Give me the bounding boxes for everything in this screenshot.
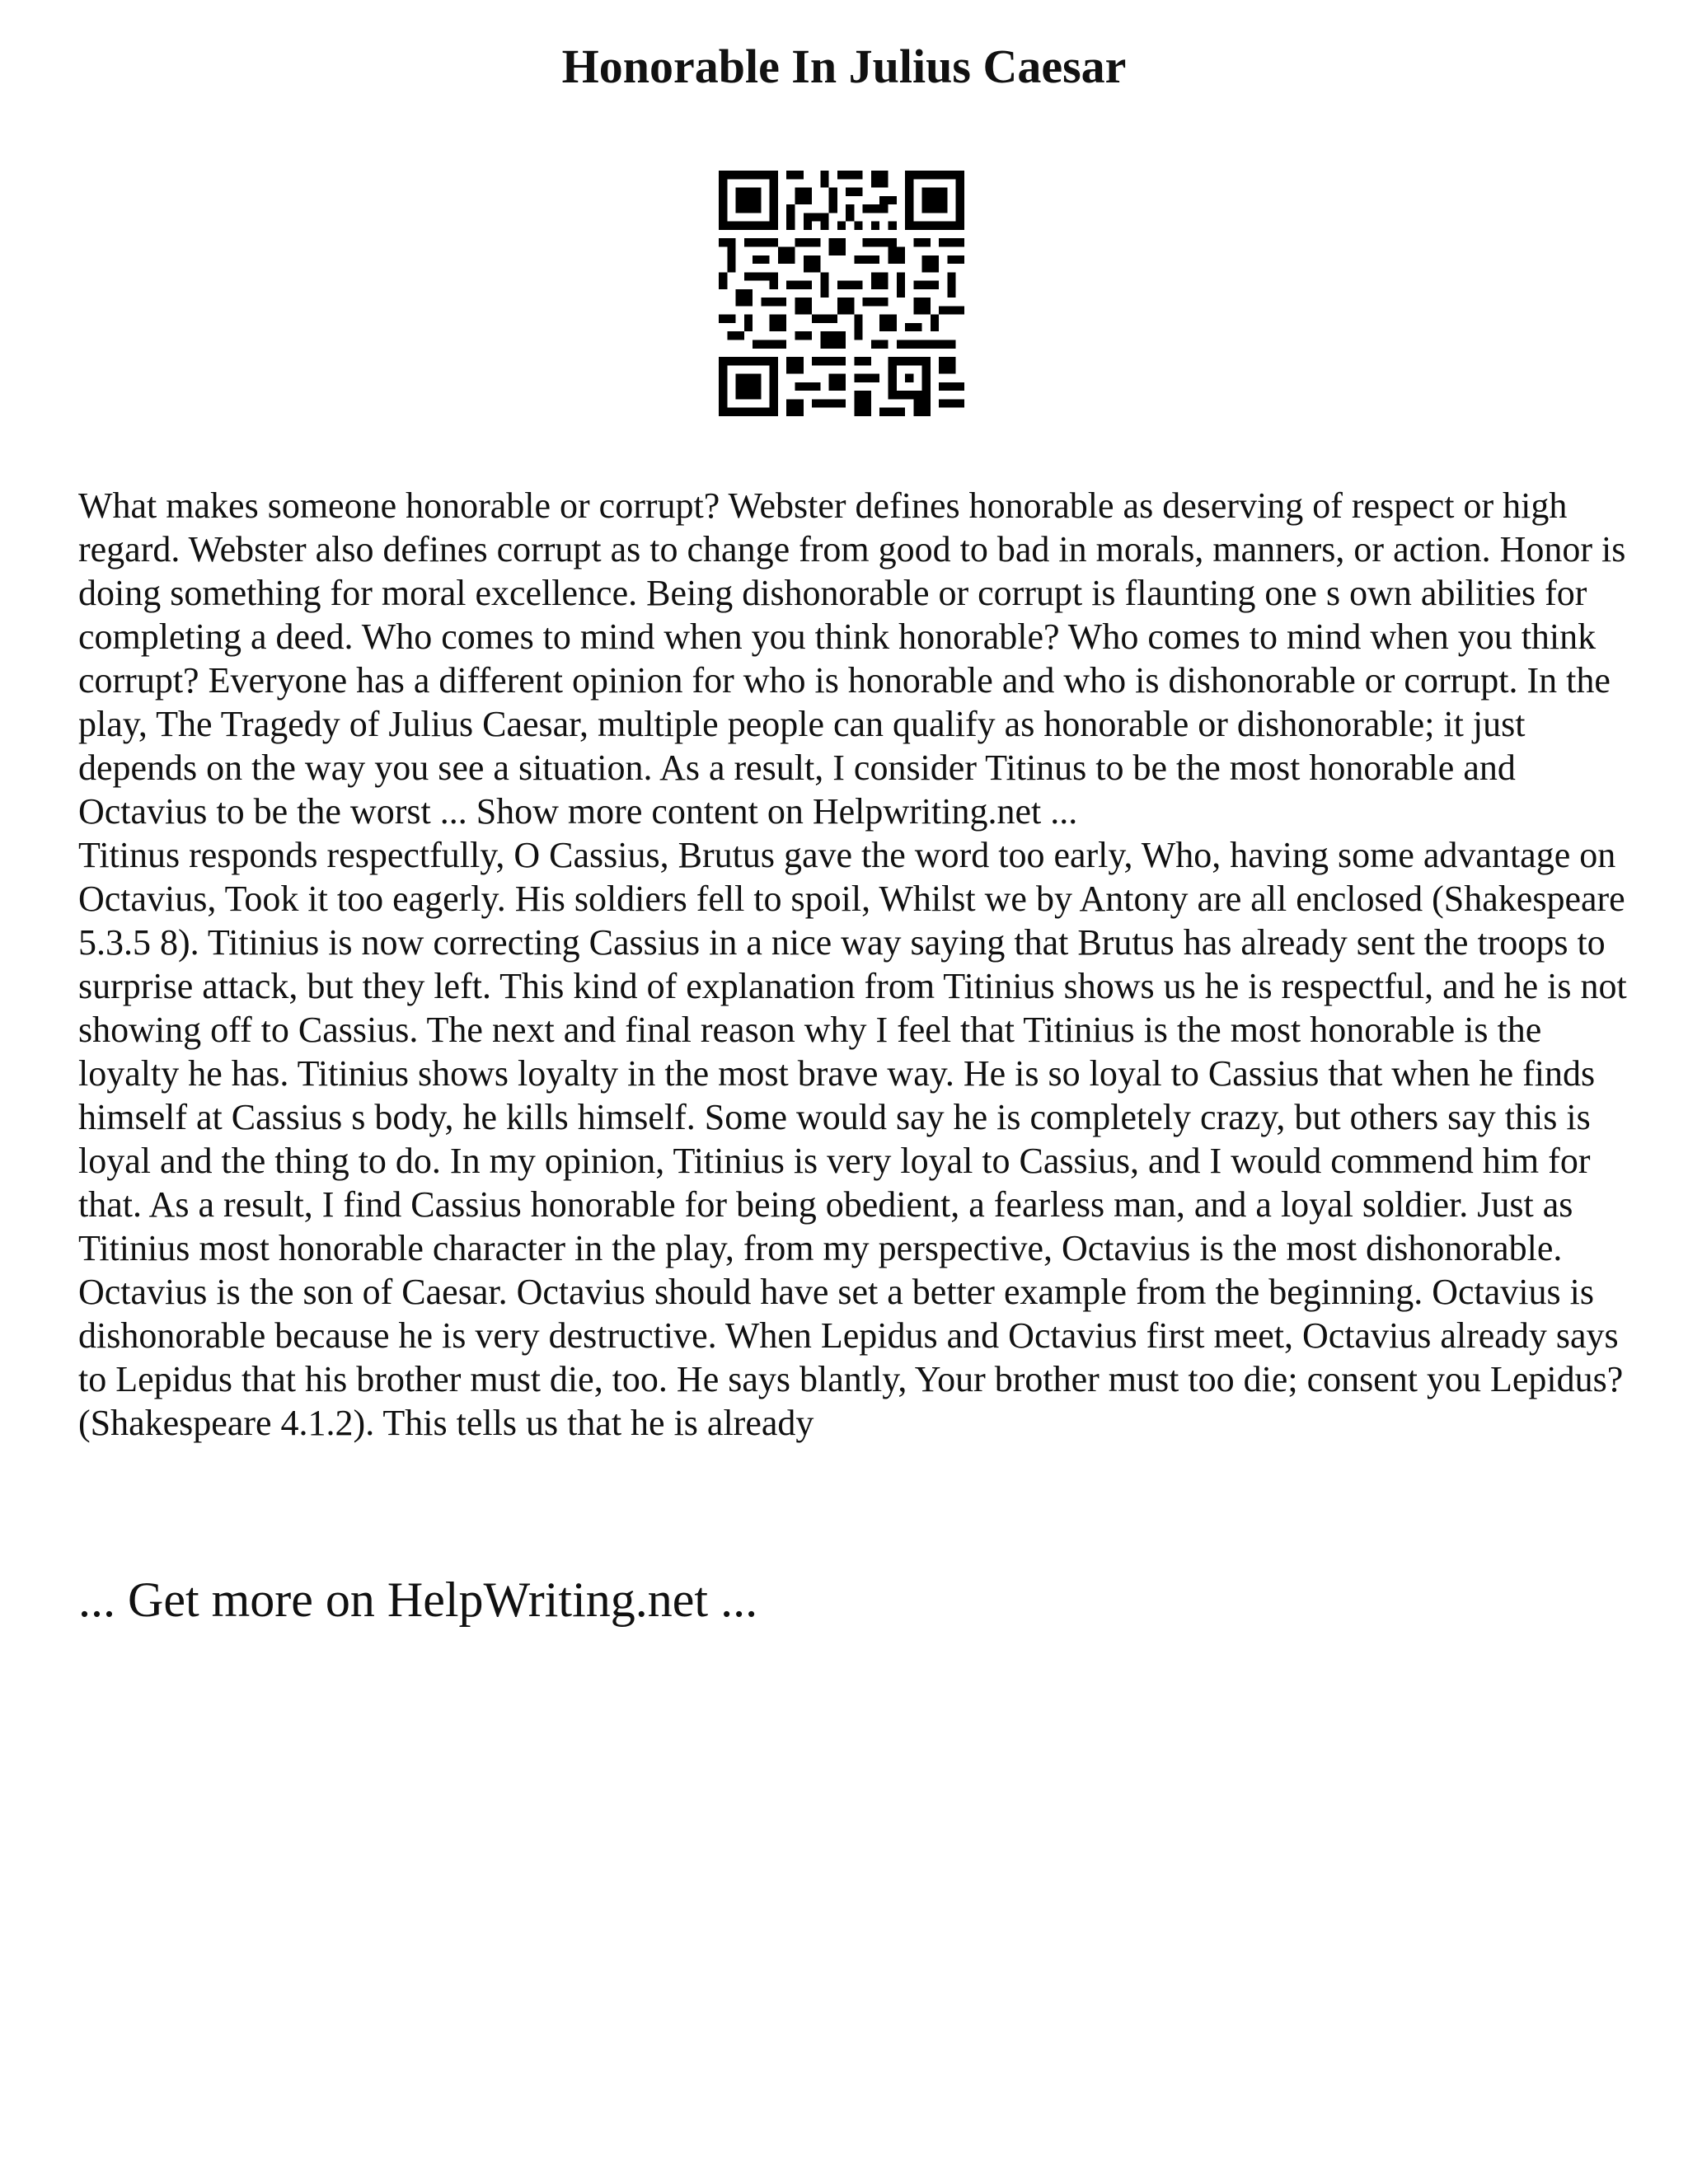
get-more-link[interactable]: ... Get more on HelpWriting.net ...: [78, 1572, 758, 1627]
qr-code-icon: [719, 171, 964, 416]
paragraph-main: Titinus responds respectfully, O Cassius, Brutus gave the word too early, Who, having some advantage on Octavius, Took it too eagerly. His soldiers fell to spoil, Whilst we by Antony are all enclosed (Shakespeare 5.3.5 8). Titinius is now correcting Cassius in a nice way saying that Brutus has already sent the troops to surprise attack, but they left. This kind of explanation from Titinius shows us he is respectful, and he is not showing off to Cassius. The next and final reason why I feel that Titinius is the most honorable is the loyalty he has. Titinius shows loyalty in the most brave way. He is so loyal to Cassius that when he finds himself at Cassius s body, he kills himself. Some would say he is completely crazy, but others say this is loyal and the thing to do. In my opinion, Titinius is very loyal to Cassius, and I would commend him for that. As a result, I find Cassius honorable for being obedient, a fearless man, and a loyal soldier. Just as Titinius most honorable character in the play, from my perspective, Octavius is the most dishonorable. Octavius is the son of Caesar. Octavius should have set a better example from the beginning. Octavius is dishonorable because he is very destructive. When Lepidus and Octavius first meet, Octavius already says to Lepidus that his brother must die, too. He says blantly, Your brother must too die; consent you Lepidus? (Shakespeare 4.1.2). This tells us that he is already: [78, 835, 1627, 1443]
page-title: Honorable In Julius Caesar: [561, 40, 1127, 93]
paragraph-intro: What makes someone honorable or corrupt? Webster defines honorable as deserving of respect or high regard. Webster also defines corrupt as to change from good to bad in morals, manners, or action. Honor is doing something for moral excellence. Being dishonorable or corrupt is flaunting one s own abilities for completing a deed. Who comes to mind when you think honorable? Who comes to mind when you think corrupt? Everyone has a different opinion for who is honorable and who is dishonorable or corrupt. In the play, The Tragedy of Julius Caesar, multiple people can qualify as honorable or dishonorable; it just depends on the way you see a situation. As a result, I consider Titinus to be the most honorable and Octavius to be the worst ... Show more content on Helpwriting.net ...: [78, 485, 1626, 832]
article-body: [78, 484, 1644, 1445]
